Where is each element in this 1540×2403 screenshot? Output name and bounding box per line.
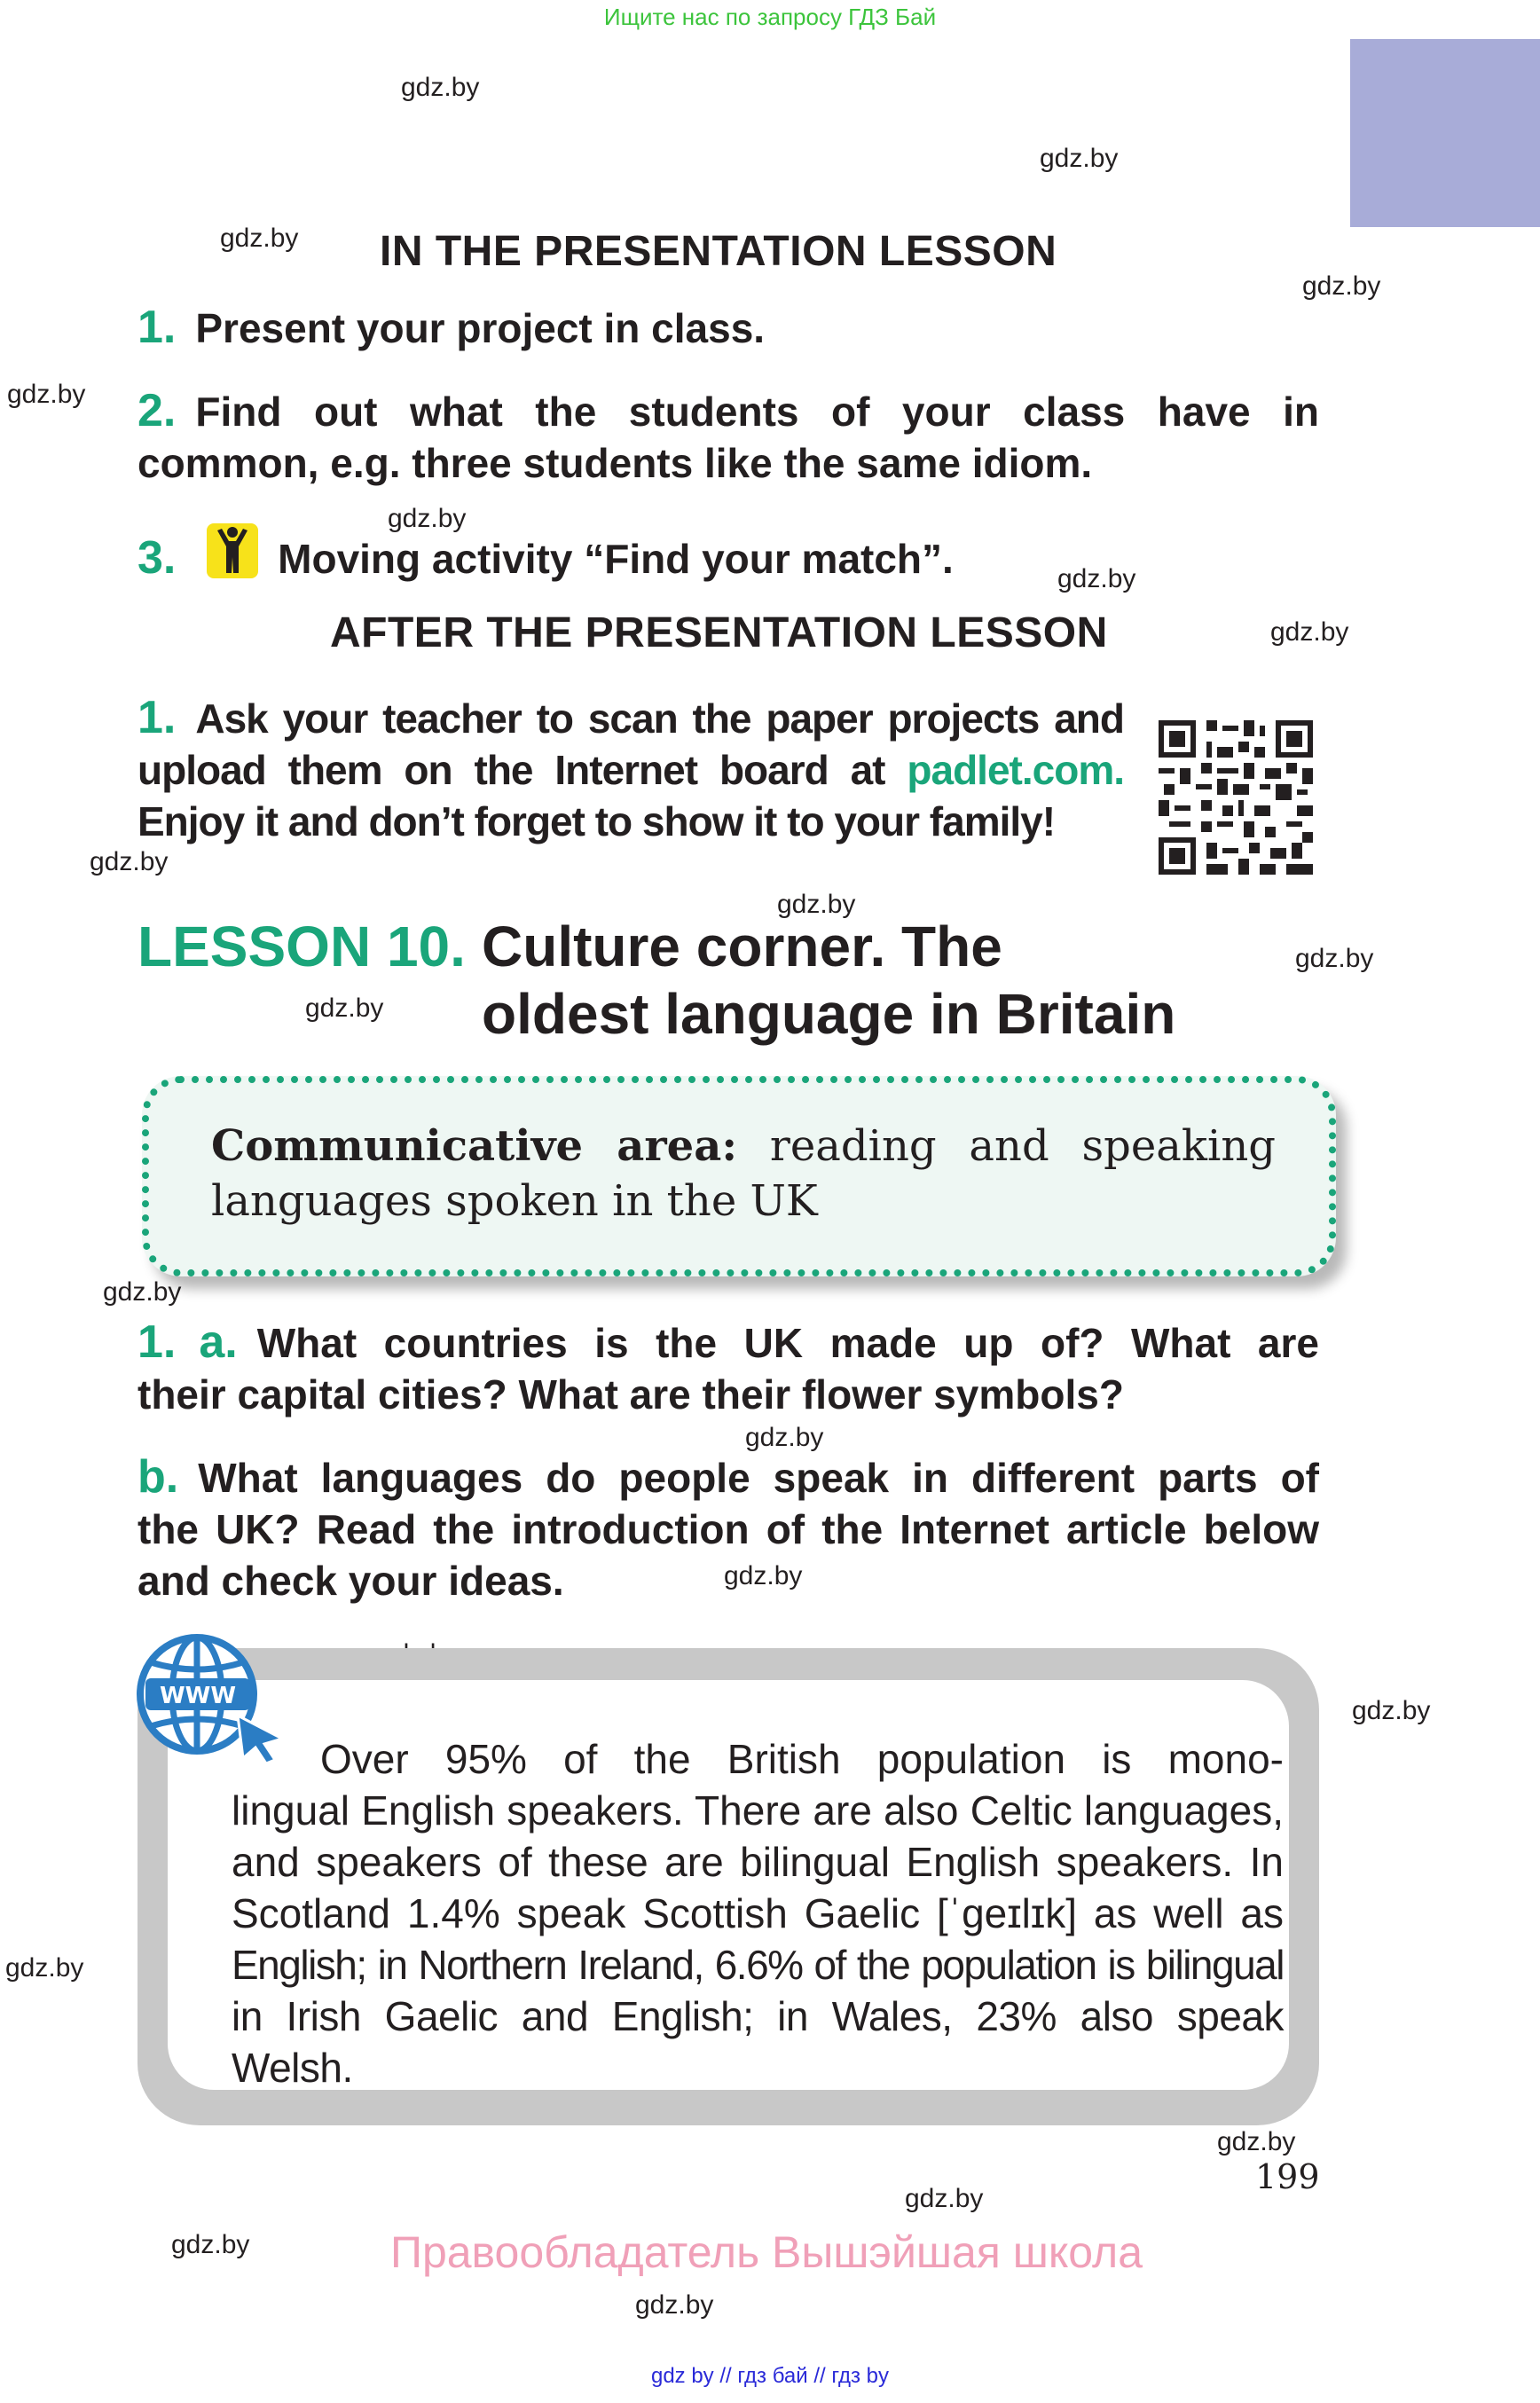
exercise-line: their capital cities? What are their flower symbols? [138,1371,1124,1417]
article-line: Over 95% of the British population is mono- [320,1736,1284,1782]
lesson-label: LESSON 10. [138,915,466,978]
exercise-1a [138,1316,1319,1420]
watermark: gdz.by [7,380,86,409]
internet-article [168,1680,1289,2090]
task-text: Find out what the students of your class have in [195,389,1319,435]
watermark: gdz.by [1352,1696,1431,1725]
task-number: 3. [138,532,177,584]
task-text: Present your project in class. [195,305,766,351]
exercise-line [138,1451,1319,1504]
task-upload-projects [138,692,1124,847]
task-text: Moving activity “Find your match”. [278,536,954,582]
task-line: common, e.g. three students like the same idiom. [138,440,1093,486]
top-search-note: Ищите нас по запросу ГДЗ Бай [603,4,937,30]
article-line: Scotland 1.4% speak Scottish Gaelic [ˈɡeɪlɪk] as well as [232,1890,1284,1936]
article-line: and speakers of these are bilingual English speakers. In [232,1839,1284,1885]
task-line [138,385,1319,437]
lesson-title-line1: Culture corner. The [482,915,1002,978]
watermark: gdz.by [401,73,480,102]
exercise-letter: a. [199,1316,238,1368]
page-number: 199 [1255,2157,1320,2196]
exercise-number: 1. [138,1316,177,1368]
watermark: gdz.by [305,993,384,1023]
qr-code-icon [1153,715,1318,880]
communicative-area-box [142,1076,1336,1276]
task-number: 2. [138,385,177,436]
watermark: gdz.by [220,224,299,253]
watermark: gdz.by [724,1561,803,1590]
communicative-line-text: reading and speaking [737,1121,1276,1171]
watermark: gdz.by [635,2290,714,2320]
watermark: gdz.by [905,2184,984,2213]
task-line [138,744,1124,796]
exercise-line: and check your ideas. [138,1558,564,1604]
watermark: gdz.by [1057,564,1136,593]
watermark: gdz.by [745,1423,824,1452]
internet-article-frame [138,1648,1319,2125]
exercise-line [138,1316,1319,1369]
svg-text:WWW: WWW [159,1683,237,1709]
watermark: gdz.by [1295,944,1374,973]
task-text: upload them on the Internet board at [138,747,908,793]
moving-person-icon [207,523,258,578]
watermark: gdz.by [388,504,467,533]
padlet-link[interactable]: padlet.com. [907,747,1124,793]
task-text: Ask your teacher to scan the paper projects and [195,695,1124,742]
article-text [232,1733,1284,2093]
exercise-line: the UK? Read the introduction of the Internet article below [138,1506,1319,1552]
watermark: gdz.by [1302,271,1381,301]
watermark: gdz.by [1040,144,1119,173]
watermark: gdz.by [5,1953,84,1983]
task-number: 1. [138,692,177,743]
communicative-label: Communicative area: [211,1121,738,1171]
presentation-lesson-heading: IN THE PRESENTATION LESSON [380,228,1057,275]
article-line: lingual English speakers. There are also Celtic languages, [232,1787,1284,1834]
watermark: gdz.by [1217,2127,1296,2156]
bottom-links[interactable]: gdz by // гдз бай // гдз by [650,2364,890,2388]
task-line: Enjoy it and don’t forget to show it to your family! [138,798,1056,844]
article-line: in Irish Gaelic and English; in Wales, 23% also speak Welsh. [232,1993,1284,2091]
corner-color-strip [1350,39,1540,227]
task-number: 1. [138,302,177,353]
exercise-1b [138,1451,1319,1606]
after-presentation-heading: AFTER THE PRESENTATION LESSON [330,609,1108,656]
task-present-project [138,302,1319,354]
watermark: gdz.by [1270,617,1349,647]
task-find-out [138,385,1319,489]
watermark: gdz.by [171,2230,250,2259]
communicative-line: languages spoken in the UK [211,1176,818,1226]
exercise-text: What countries is the UK made up of? What are [256,1320,1319,1366]
watermark: gdz.by [90,847,169,876]
copyright-note: Правообладатель Вышэйшая школа [390,2227,1143,2277]
exercise-text: What languages do people speak in different parts of [198,1455,1319,1501]
communicative-line [211,1119,1276,1174]
exercise-letter: b. [138,1451,179,1503]
article-line: English; in Northern Ireland, 6.6% of the population is bilingual [232,1942,1284,1988]
task-line [138,692,1124,744]
lesson-title-line2: oldest language in Britain [482,982,1176,1046]
www-globe-icon [133,1630,289,1763]
watermark: gdz.by [103,1277,182,1307]
communicative-area-text [211,1119,1276,1229]
watermark: gdz.by [777,890,856,919]
task-moving-activity [138,523,1319,585]
